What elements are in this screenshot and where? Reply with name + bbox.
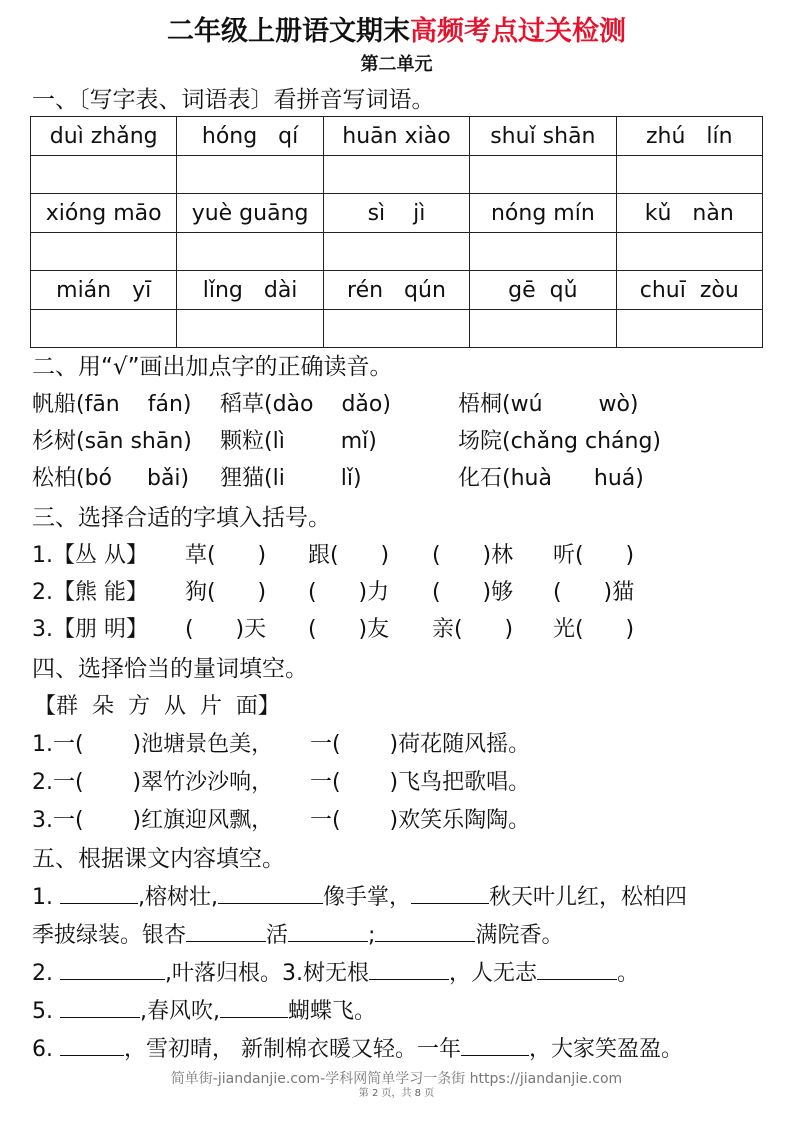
pinyin-cell: yuè guāng — [177, 194, 323, 233]
footer-watermark: 简单街-jiandanjie.com-学科网简单学习一条街 https://jiandanjie.com — [170, 1071, 623, 1087]
fill-text: 像手掌， — [322, 885, 411, 910]
pinyin-cell: chuī zòu — [616, 271, 762, 310]
answer-blank[interactable] — [60, 995, 140, 1018]
page-number: 第 2 页，共 8 页 — [358, 1088, 435, 1099]
pinyin-cell: duì zhǎng — [31, 117, 177, 156]
fill-bracket[interactable]: ( )力 — [308, 580, 390, 605]
answer-blank[interactable] — [220, 995, 288, 1018]
fill-text: ，雪初晴， 新制棉衣暖又轻。一年 — [123, 1037, 461, 1062]
pinyin-cell: gē qǔ — [470, 271, 616, 310]
answer-row — [31, 310, 763, 348]
answer-cell[interactable] — [177, 310, 323, 348]
fill-text: ,春风吹, — [139, 999, 220, 1024]
pinyin-row — [31, 271, 763, 310]
answer-blank[interactable] — [411, 881, 489, 904]
reading-item[interactable]: 杉树(sān shān) — [32, 429, 192, 454]
fill-text: 1. — [32, 885, 60, 910]
fill-text: ,榕树壮, — [137, 885, 218, 910]
fill-bracket[interactable]: ( )友 — [308, 617, 390, 642]
pinyin-cell: sì jì — [323, 194, 469, 233]
answer-cell[interactable] — [31, 310, 177, 348]
fill-line-3 — [32, 957, 639, 990]
fill-text: ; — [368, 923, 376, 948]
page-title — [0, 14, 793, 50]
reading-item[interactable]: 梧桐(wú wò) — [458, 392, 639, 417]
answer-cell[interactable] — [31, 233, 177, 271]
answer-cell[interactable] — [470, 310, 616, 348]
fill-bracket[interactable]: 亲( ) — [432, 617, 514, 642]
pinyin-cell: shuǐ shān — [470, 117, 616, 156]
title-black-part: 二年级上册语文期末 — [167, 16, 410, 47]
pinyin-cell: nóng mín — [470, 194, 616, 233]
answer-blank[interactable] — [186, 919, 266, 942]
fill-bracket[interactable]: 狗( ) — [185, 580, 267, 605]
reading-item[interactable]: 狸猫(li lǐ) — [220, 466, 362, 491]
fill-text: 秋天叶儿红，松柏四 — [489, 885, 688, 910]
pinyin-cell: lǐng dài — [177, 271, 323, 310]
choice-label: 1.【丛 从】 — [32, 543, 148, 568]
answer-blank[interactable] — [375, 919, 475, 942]
pinyin-cell: kǔ nàn — [616, 194, 762, 233]
fill-text: 5. — [32, 999, 60, 1024]
answer-row — [31, 156, 763, 194]
section2-heading: 二、用“√”画出加点字的正确读音。 — [32, 354, 393, 380]
fill-bracket[interactable]: 听( ) — [553, 543, 635, 568]
measure-fill[interactable]: 1.一( )池塘景色美， — [32, 732, 274, 757]
pinyin-row — [31, 194, 763, 233]
answer-cell[interactable] — [177, 233, 323, 271]
answer-cell[interactable] — [323, 156, 469, 194]
fill-text: 季披绿装。银杏 — [32, 923, 187, 948]
reading-item[interactable]: 场院(chǎng cháng) — [458, 429, 662, 454]
fill-bracket[interactable]: ( )天 — [185, 617, 267, 642]
fill-line-1 — [32, 881, 687, 914]
fill-bracket[interactable]: ( )猫 — [553, 580, 635, 605]
section1-heading: 一、〔写字表、词语表〕看拼音写词语。 — [32, 87, 435, 113]
answer-blank[interactable] — [369, 957, 449, 980]
fill-text: 2. — [32, 961, 60, 986]
pinyin-table — [30, 116, 763, 348]
measure-fill[interactable]: 一( )飞鸟把歌唱。 — [310, 770, 531, 795]
answer-blank[interactable] — [60, 957, 165, 980]
choice-label: 2.【熊 能】 — [32, 580, 148, 605]
reading-item[interactable]: 松柏(bó bǎi) — [32, 466, 190, 491]
pinyin-cell: rén qún — [323, 271, 469, 310]
answer-cell[interactable] — [616, 156, 762, 194]
answer-cell[interactable] — [616, 310, 762, 348]
answer-blank[interactable] — [461, 1033, 529, 1056]
pinyin-cell: mián yī — [31, 271, 177, 310]
reading-item[interactable]: 帆船(fān fán) — [32, 392, 192, 417]
section4-heading: 四、选择恰当的量词填空。 — [32, 656, 308, 682]
answer-row — [31, 233, 763, 271]
pinyin-row — [31, 117, 763, 156]
title-red-part: 高频考点过关检测 — [410, 16, 626, 47]
fill-line-4 — [32, 995, 376, 1028]
page-subtitle: 第二单元 — [360, 54, 433, 75]
answer-cell[interactable] — [470, 233, 616, 271]
fill-text: 蝴蝶飞。 — [287, 999, 376, 1024]
fill-text: 。 — [616, 961, 639, 986]
answer-cell[interactable] — [616, 233, 762, 271]
fill-bracket[interactable]: 跟( ) — [308, 543, 390, 568]
fill-bracket[interactable]: 光( ) — [553, 617, 635, 642]
answer-cell[interactable] — [323, 233, 469, 271]
fill-bracket[interactable]: ( )够 — [432, 580, 514, 605]
pinyin-cell: huān xiào — [323, 117, 469, 156]
answer-blank[interactable] — [60, 881, 138, 904]
fill-line-2 — [32, 919, 563, 952]
measure-fill[interactable]: 一( )欢笑乐陶陶。 — [310, 808, 531, 833]
fill-bracket[interactable]: 草( ) — [185, 543, 267, 568]
section5-heading: 五、根据课文内容填空。 — [32, 846, 285, 872]
reading-item[interactable]: 稻草(dào dǎo) — [220, 392, 391, 417]
answer-blank[interactable] — [218, 881, 323, 904]
answer-blank[interactable] — [60, 1033, 124, 1056]
fill-text: ，大家笑盈盈。 — [528, 1037, 683, 1062]
reading-item[interactable]: 颗粒(lì mǐ) — [220, 429, 377, 454]
pinyin-cell: zhú lín — [616, 117, 762, 156]
fill-bracket[interactable]: ( )林 — [432, 543, 514, 568]
measure-fill[interactable]: 2.一( )翠竹沙沙响， — [32, 770, 274, 795]
answer-cell[interactable] — [177, 156, 323, 194]
pinyin-cell: xióng māo — [31, 194, 177, 233]
answer-blank[interactable] — [537, 957, 617, 980]
choice-label: 3.【朋 明】 — [32, 617, 148, 642]
measure-word-options: 【群 朵 方 从 片 面】 — [34, 694, 280, 719]
fill-line-5 — [32, 1033, 683, 1066]
reading-item[interactable]: 化石(huà huá) — [458, 466, 644, 491]
section3-heading: 三、选择合适的字填入括号。 — [32, 505, 331, 531]
measure-fill[interactable]: 一( )荷花随风摇。 — [310, 732, 531, 757]
fill-text: 6. — [32, 1037, 60, 1062]
pinyin-cell: hóng qí — [177, 117, 323, 156]
measure-fill[interactable]: 3.一( )红旗迎风飘， — [32, 808, 274, 833]
answer-blank[interactable] — [288, 919, 368, 942]
answer-cell[interactable] — [470, 156, 616, 194]
answer-cell[interactable] — [31, 156, 177, 194]
fill-text: ,叶落归根。3.树无根 — [164, 961, 369, 986]
fill-text: ，人无志 — [448, 961, 537, 986]
answer-cell[interactable] — [323, 310, 469, 348]
fill-text: 满院香。 — [475, 923, 564, 948]
fill-text: 活 — [266, 923, 289, 948]
